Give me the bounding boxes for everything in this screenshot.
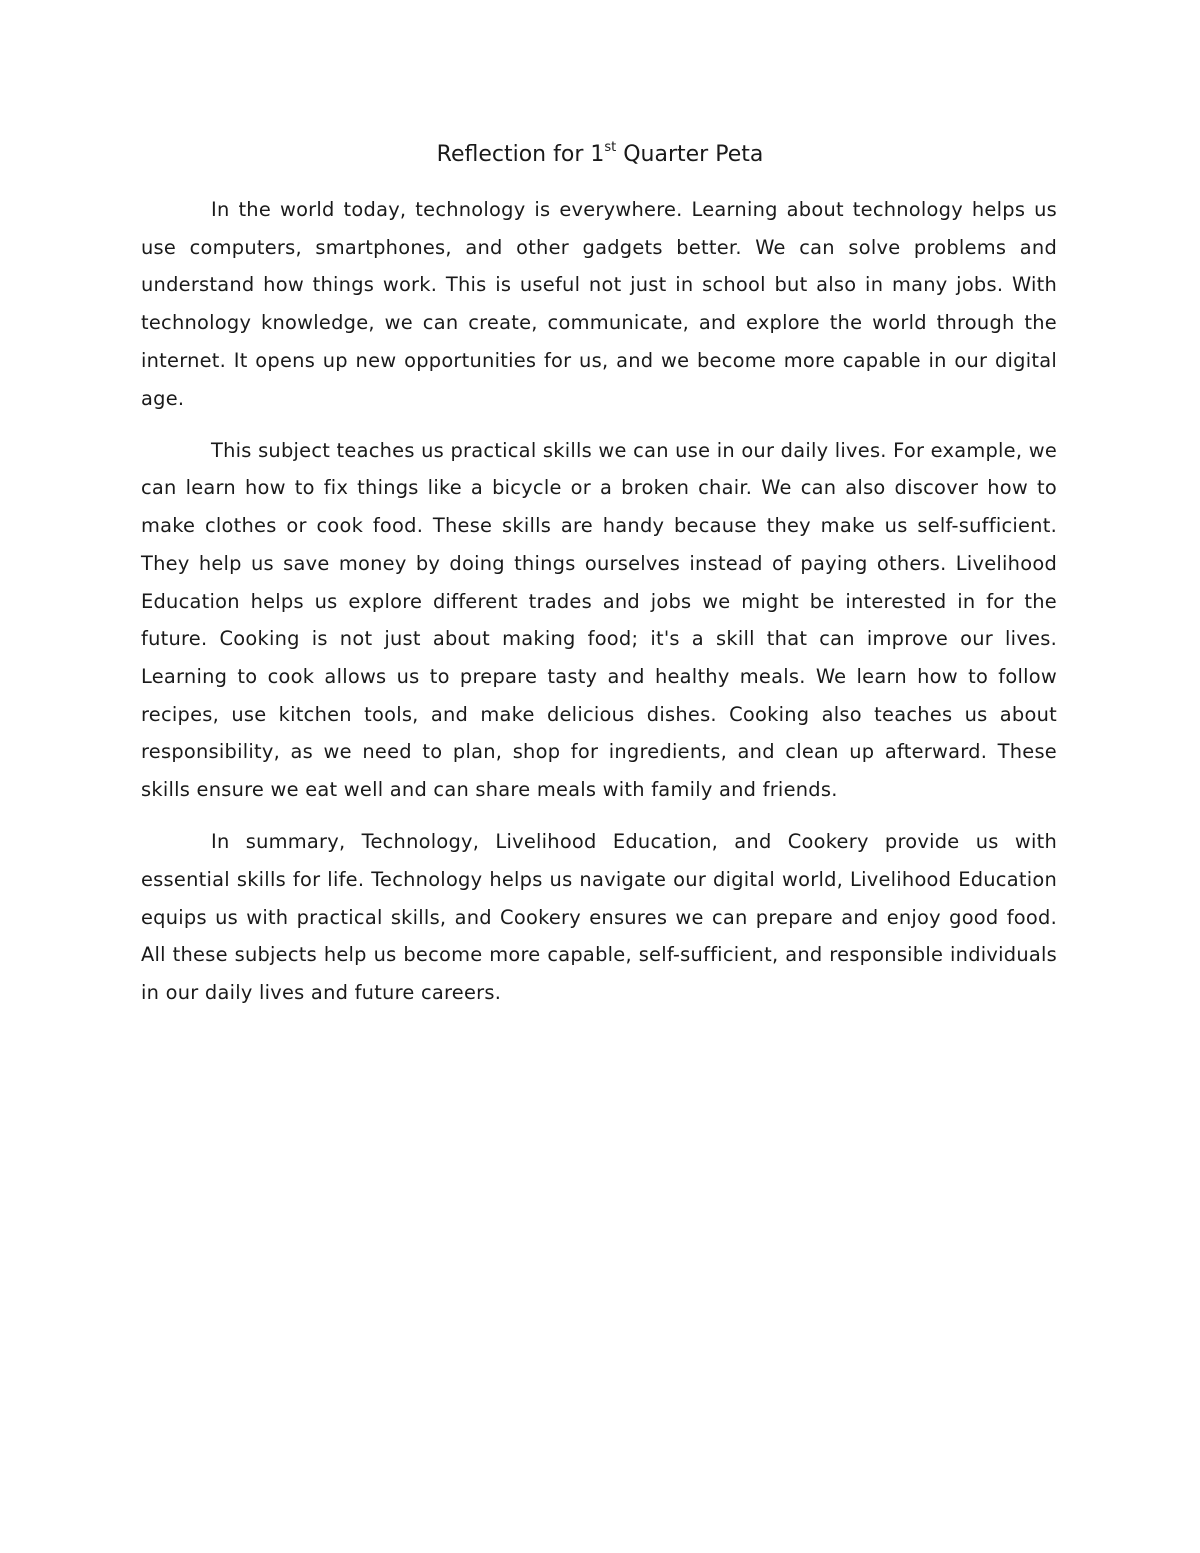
- paragraph-livelihood: This subject teaches us practical skills we can use in our daily lives. For example, we can learn how to fix things like a bicycle or a broken chair. We can also discover how to make clothes or cook food. These skills are handy because they make us self-sufficient. They help us save money by doing things ourselves instead of paying others. Livelihood Education helps us explore different trades and jobs we might be interested in for the future. Cooking is not just about making food; it's a skill that can improve our lives. Learning to cook allows us to prepare tasty and healthy meals. We learn how to follow recipes, use kitchen tools, and make delicious dishes. Cooking also teaches us about responsibility, as we need to plan, shop for ingredients, and clean up afterward. These skills ensure we eat well and can share meals with family and friends.: [141, 438, 1057, 802]
- paragraph-technology: In the world today, technology is everywhere. Learning about technology helps us use computers, smartphones, and other gadgets better. We can solve problems and understand how things work. This is useful not just in school but also in many jobs. With technology knowledge, we can create, communicate, and explore the world through the internet. It opens up new opportunities for us, and we become more capable in our digital age.: [141, 198, 1057, 410]
- document-body: [141, 191, 1057, 1026]
- document-title: [0, 138, 1200, 172]
- title-prefix: Reflection for 1: [436, 142, 605, 167]
- title-suffix: Quarter Peta: [616, 142, 764, 167]
- title-superscript: st: [604, 139, 617, 155]
- paragraph-summary: In summary, Technology, Livelihood Education, and Cookery provide us with essential skills for life. Technology helps us navigate our digital world, Livelihood Education equips us with practical skills, and Cookery ensures we can prepare and enjoy good food. All these subjects help us become more capable, self-sufficient, and responsible individuals in our daily lives and future careers.: [141, 830, 1057, 1005]
